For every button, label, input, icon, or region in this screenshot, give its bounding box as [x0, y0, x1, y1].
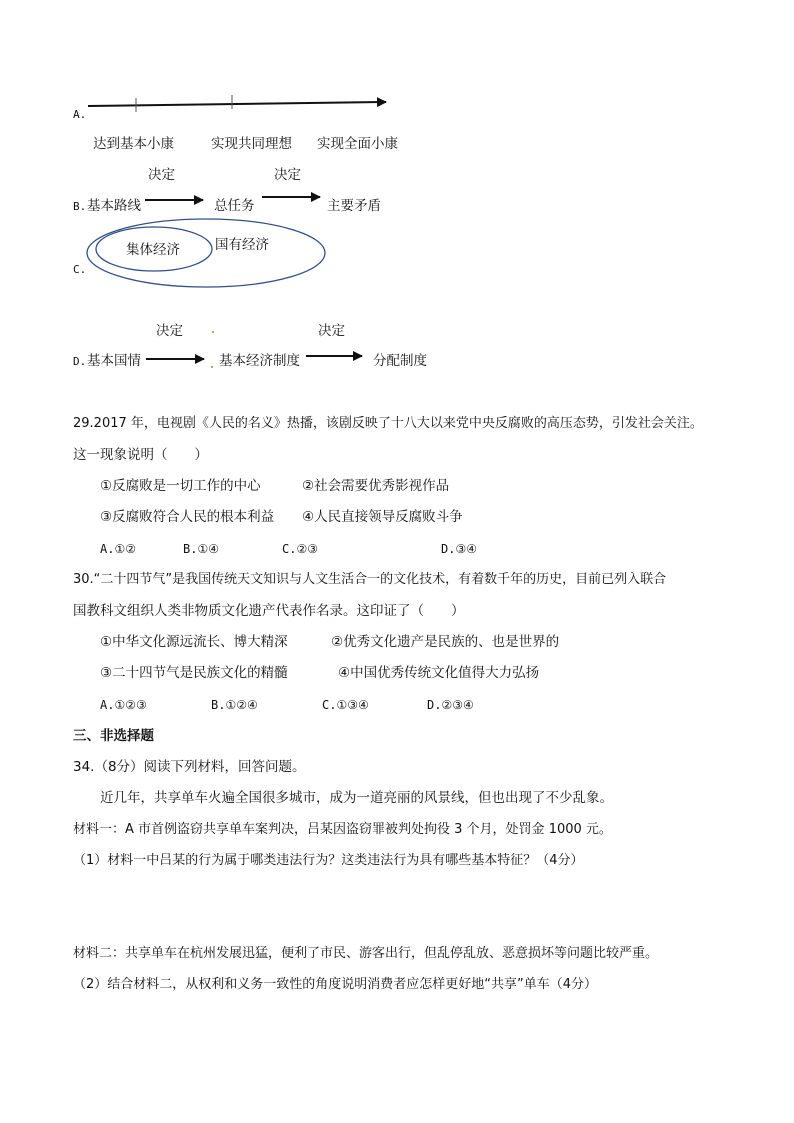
- q29-statement-2: ②社会需要优秀影视作品: [302, 478, 450, 494]
- d-relation-1: 决定: [156, 323, 183, 339]
- q30-statement-2: ②优秀文化遗产是民族的、也是世界的: [331, 634, 560, 650]
- timeline-label-2: 实现共同理想: [211, 136, 292, 152]
- q29-choice-c: C.②③: [282, 542, 318, 556]
- q30-stem-line1: 30.“二十四节气”是我国传统天文知识与人文生活合一的文化技术，有着数千年的历史，目前已列入联合: [73, 572, 667, 587]
- b-item-2: 总任务: [214, 198, 255, 214]
- q30-choice-b: B.①②④: [211, 698, 258, 712]
- q30-stem-line2: 国教科文组织人类非物质文化遗产代表作名录。这印证了（ ）: [73, 603, 465, 619]
- timeline-arrow: [88, 102, 386, 106]
- q29-statement-3: ③反腐败符合人民的根本利益: [100, 509, 275, 525]
- q34-material2: 材料二：共享单车在杭州发展迅猛，便利了市民、游客出行，但乱停乱放、恶意损坏等问题比较严重。: [73, 946, 659, 961]
- q34-stem: 34.（8分）阅读下列材料，回答问题。: [73, 759, 306, 775]
- timeline-label-1: 达到基本小康: [93, 136, 174, 152]
- c-outer-label: 国有经济: [215, 237, 269, 253]
- d-item-3: 分配制度: [373, 353, 427, 369]
- outer-ellipse: [87, 219, 325, 287]
- q29-statement-4: ④人民直接领导反腐败斗争: [302, 509, 463, 525]
- b-relation-1: 决定: [148, 167, 175, 183]
- option-a-label: A.: [73, 108, 87, 121]
- q30-statement-4: ④中国优秀传统文化值得大力弘扬: [338, 665, 540, 681]
- scan-dot: [212, 331, 214, 333]
- section-heading: 三、非选择题: [73, 728, 154, 744]
- q30-statement-3: ③二十四节气是民族文化的精髓: [100, 665, 288, 681]
- q29-stem-line2: 这一现象说明（ ）: [73, 447, 208, 463]
- q29-choice-d: D.③④: [441, 542, 477, 556]
- q34-material1: 材料一：A 市首例盗窃共享单车案判决，吕某因盗窃罪被判处拘役 3 个月，处罚金 1000 元。: [73, 822, 612, 837]
- d-item-1: 基本国情: [87, 353, 141, 369]
- q29-choice-a: A.①②: [100, 542, 136, 556]
- c-inner-label: 集体经济: [126, 242, 180, 258]
- q30-choice-a: A.①②③: [100, 698, 147, 712]
- q29-stem-line1: 29.2017 年，电视剧《人民的名义》热播，该剧反映了十八大以来党中央反腐败的高压态势，引发社会关注。: [73, 416, 703, 431]
- b-item-1: 基本路线: [87, 198, 141, 214]
- option-b-label: B.: [73, 200, 87, 213]
- q30-choice-c: C.①③④: [322, 698, 369, 712]
- scan-dot: [211, 366, 213, 368]
- b-relation-2: 决定: [274, 167, 301, 183]
- q30-choice-d: D.②③④: [427, 698, 474, 712]
- option-d-label: D.: [73, 355, 87, 368]
- q29-statement-1: ①反腐败是一切工作的中心: [100, 478, 261, 494]
- q34-intro: 近几年，共享单车火遍全国很多城市，成为一道亮丽的风景线，但也出现了不少乱象。: [100, 790, 613, 806]
- q30-statement-1: ①中华文化源远流长、博大精深: [100, 634, 288, 650]
- q34-question2: （2）结合材料二，从权利和义务一致性的角度说明消费者应怎样更好地“共享”单车（4分）: [73, 977, 598, 992]
- d-relation-2: 决定: [318, 323, 345, 339]
- q34-question1: （1）材料一中吕某的行为属于哪类违法行为？这类违法行为具有哪些基本特征？（4分）: [73, 853, 584, 868]
- q29-choice-b: B.①④: [183, 542, 219, 556]
- timeline-label-3: 实现全面小康: [317, 136, 398, 152]
- option-c-label: C.: [73, 263, 87, 276]
- b-item-3: 主要矛盾: [327, 198, 381, 214]
- d-item-2: 基本经济制度: [219, 353, 300, 369]
